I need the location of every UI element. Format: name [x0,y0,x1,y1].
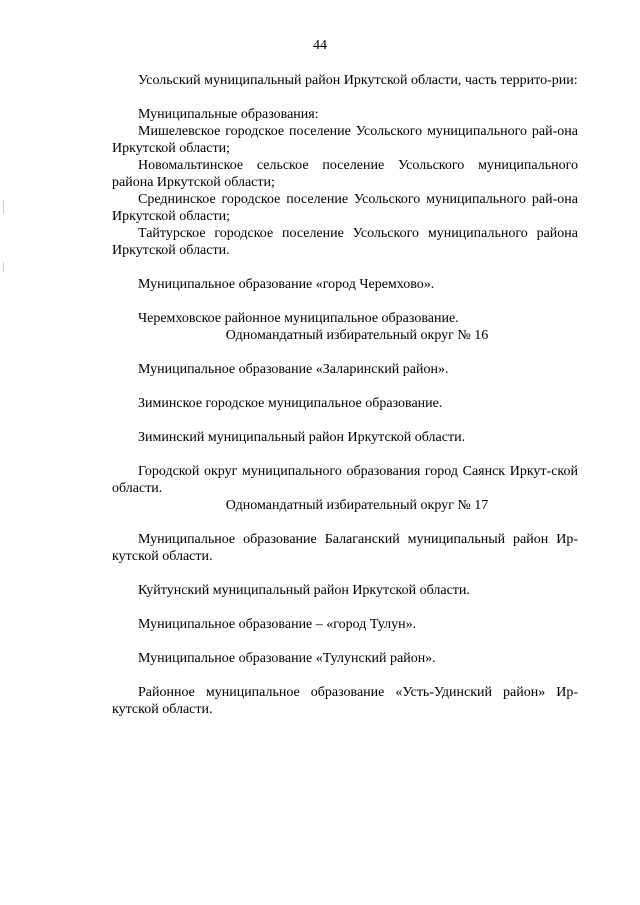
paragraph-cheremkhovo-city: Муниципальное образование «город Черемхово». [138,277,435,292]
paragraph-municipal-entities-heading: Муниципальные образования: [138,107,319,122]
paragraph-zalari-district: Муниципальное образование «Заларинский район». [138,362,449,377]
paragraph-ust-uda: Районное муниципальное образование «Усть-Удинский район» Ир-кутской области. [112,685,578,717]
paragraph-mishelevskoe: Мишелевское городское поселение Усольского муниципального рай-она Иркутской области; [112,124,578,156]
district-heading-16: Одномандатный избирательный округ № 16 [225,328,489,343]
district-heading-17: Одномандатный избирательный округ № 17 [225,498,489,513]
paragraph-tulun-district: Муниципальное образование «Тулунский район». [138,651,436,666]
document-body [112,72,578,718]
paragraph-balagansk: Муниципальное образование Балаганский муниципальный район Ир-кутской области. [112,532,578,564]
paragraph-usolsky-district: Усольский муниципальный район Иркутской области, часть террито-рии: [138,73,578,88]
paragraph-cheremkhovo-district: Черемховское районное муниципальное образование. [138,311,459,326]
paragraph-tulun-city: Муниципальное образование – «город Тулун». [138,617,417,632]
paragraph-zima-city: Зиминское городское муниципальное образование. [138,396,443,411]
scan-edge-mark [3,262,4,272]
page-number: 44 [313,38,327,53]
scan-edge-mark [3,200,4,214]
paragraph-zima-district: Зиминский муниципальный район Иркутской области. [138,430,466,445]
paragraph-kuytun: Куйтунский муниципальный район Иркутской области. [138,583,470,598]
paragraph-tayturskoe: Тайтурское городское поселение Усольского муниципального района Иркутской области. [112,226,578,258]
paragraph-novomaltinskoe: Новомальтинское сельское поселение Усольского муниципального района Иркутской области; [112,158,578,190]
paragraph-sayansk: Городской округ муниципального образования город Саянск Иркут-ской области. [112,464,578,496]
paragraph-sredninskoe: Среднинское городское поселение Усольского муниципального рай-она Иркутской области; [112,192,578,224]
